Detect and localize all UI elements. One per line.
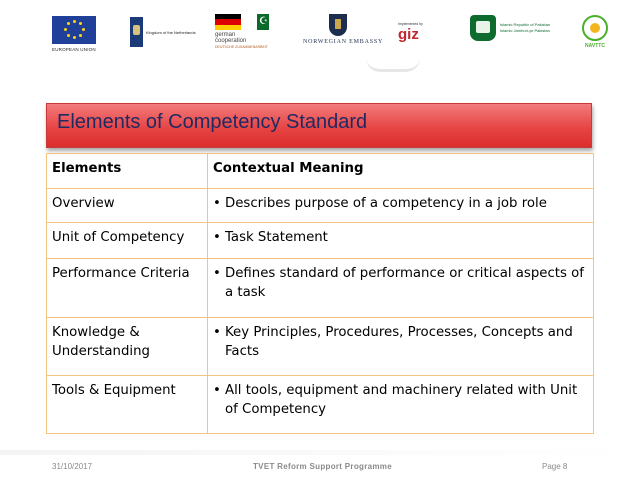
bullet-icon: •: [213, 383, 221, 398]
giz-logo: [398, 22, 423, 42]
row-element: Knowledge & Understanding: [47, 318, 208, 376]
bullet-icon: •: [213, 266, 221, 281]
eu-flag-icon: [52, 16, 96, 44]
row-meaning: [208, 318, 594, 376]
footer-date: 31/10/2017: [52, 462, 93, 471]
pakistan-emblem-icon: [470, 15, 496, 41]
eu-caption: EUROPEAN UNION: [52, 47, 96, 52]
row-element: Overview: [47, 189, 208, 223]
row-meaning: [208, 259, 594, 318]
row-element: Tools & Equipment: [47, 376, 208, 434]
pakistan-caption-2: Islamic Jamhuri-ye Pakistan: [500, 28, 550, 33]
slide-title: Elements of Competency Standard: [57, 111, 368, 133]
navttc-emblem-icon: [582, 15, 608, 41]
table-row: [47, 259, 594, 318]
norway-caption: NORWEGIAN EMBASSY: [303, 39, 384, 45]
row-meaning: [208, 376, 594, 434]
eu-logo: [52, 16, 96, 52]
german-cooperation-logo: [215, 14, 269, 50]
row-meaning-text: All tools, equipment and machinery related with Unit of Competency: [225, 383, 578, 417]
footer-page-number: Page 8: [542, 462, 568, 471]
bullet-icon: •: [213, 196, 221, 211]
pakistan-caption-1: Islamic Republic of Pakistan: [500, 22, 551, 27]
table-row: [47, 223, 594, 259]
table-row: [47, 189, 594, 223]
giz-wordmark: giz: [398, 26, 419, 43]
giz-implemented-by: Implemented by: [398, 22, 423, 26]
navttc-logo: [580, 15, 610, 49]
norway-crest-icon: [329, 14, 347, 36]
header-contextual-meaning: Contextual Meaning: [208, 154, 594, 189]
netherlands-caption: Kingdom of the Netherlands: [146, 29, 196, 35]
footer-divider: [0, 450, 638, 455]
row-meaning: [208, 223, 594, 259]
row-meaning-text: Key Principles, Procedures, Processes, Concepts and Facts: [225, 325, 573, 359]
table-header-row: [47, 154, 594, 189]
row-meaning-text: Task Statement: [225, 230, 328, 245]
table-row: [47, 318, 594, 376]
row-meaning-text: Defines standard of performance or critical aspects of a task: [225, 266, 584, 300]
row-meaning: [208, 189, 594, 223]
row-element: Unit of Competency: [47, 223, 208, 259]
competency-table: [46, 153, 594, 434]
table-row: [47, 376, 594, 434]
header-elements: Elements: [47, 154, 208, 189]
germany-flag-icon: [215, 14, 241, 30]
german-line-1: german: [215, 32, 236, 38]
row-element: Performance Criteria: [47, 259, 208, 318]
government-of-pakistan-logo: [470, 15, 550, 41]
netherlands-crest-icon: [130, 17, 143, 47]
decorative-arc: [366, 58, 420, 72]
bullet-icon: •: [213, 325, 221, 340]
partner-logo-strip: [0, 0, 638, 72]
slide-title-box: [46, 103, 592, 148]
row-meaning-text: Describes purpose of a competency in a job role: [225, 196, 547, 211]
norwegian-embassy-logo: [303, 14, 384, 45]
german-line-3: DEUTSCHE ZUSAMMENARBEIT: [215, 45, 268, 49]
bullet-icon: •: [213, 230, 221, 245]
german-line-2: cooperation: [215, 38, 247, 44]
pakistan-flag-icon: [253, 14, 269, 30]
netherlands-logo: [130, 17, 196, 47]
footer-programme: TVET Reform Support Programme: [253, 462, 392, 471]
navttc-caption: NAVTTC: [585, 43, 605, 49]
